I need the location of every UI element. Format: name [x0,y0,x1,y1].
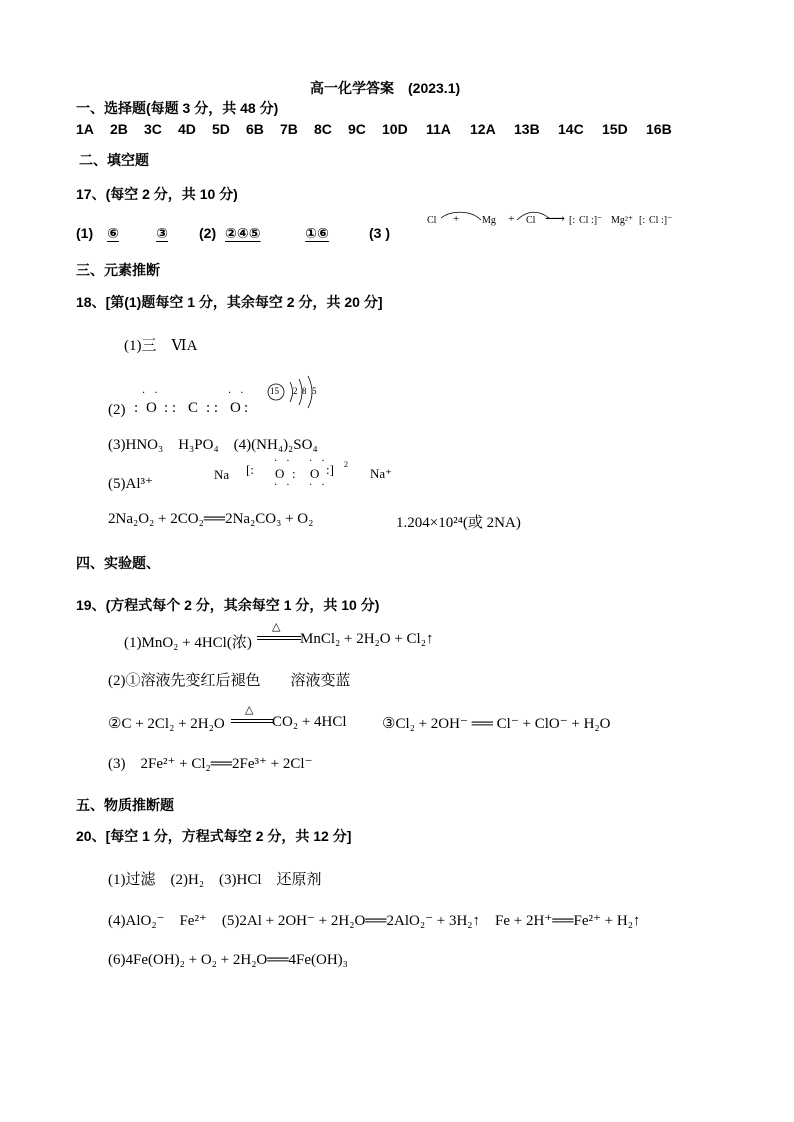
sodium-ion-symbol-1: Na [214,467,230,482]
nucleus-charge: 15 [270,386,279,396]
q18-line-3: (3)HNO₃ H₃PO₄ (4)(NH₄)₂SO₄ [108,437,318,453]
answer-item: 2B [110,121,128,137]
q19-eq2-products: CO₂ + 4HCl [272,714,347,730]
q17-answer-1: ⑥ [107,225,119,241]
q17-header: 17、(每空 2 分，共 10 分) [76,186,238,202]
q18-header: 18、[第(1)题每空 1 分，其余每空 2 分，共 20 分] [76,294,383,310]
q18-part2-label: (2) [108,402,126,418]
magnesium-ion-symbol: Mg²⁺ [611,215,634,226]
q17-answer-2: ③ [156,225,168,241]
q18-equation: 2Na₂O₂ + 2CO₂══2Na₂CO₃ + O₂ [108,511,314,527]
na2o2-electron-dot-formula: Na [: · · O : · · O :] 2 Na⁺ · · · · [214,456,393,491]
page-title: 高一化学答案 (2023.1) [310,80,461,96]
reaction-arrow-icon: ⟶ [545,212,566,227]
phosphorus-atom-structure-diagram [266,374,326,410]
q18-line-1: (1)三 ⅥA [124,338,198,354]
answer-row [76,121,690,137]
answer-item: 15D [602,121,628,137]
q17-answer-3: ②④⑤ [225,225,261,241]
section-2-heading: 二、填空题 [79,152,149,168]
q18-part5-label: (5)Al³⁺ [108,476,153,492]
q20-line-2: (4)AlO₂⁻ Fe²⁺ (5)2Al + 2OH⁻ + 2H₂O══2AlO₂⁻ + 3H₂↑ Fe + 2H⁺══Fe²⁺ + H₂↑ [108,913,641,929]
section-3-heading: 三、元素推断 [76,262,160,278]
co2-electron-dot-formula: · · : O : : C : : · · O : [134,388,249,416]
oxygen-symbol-2: O [230,400,241,416]
shell-1-count: 2 [293,386,298,396]
q19-eq4: (3) 2Fe²⁺ + Cl₂══2Fe³⁺ + 2Cl⁻ [108,756,313,772]
answer-item: 5D [212,121,230,137]
sodium-ion-symbol-2: Na⁺ [370,466,393,481]
shell-3-count: 5 [312,386,317,396]
q18-avogadro-answer: 1.204×10²⁴(或 2NA) [396,515,521,531]
answer-item: 9C [348,121,366,137]
heat-equals-sign [257,622,301,646]
answer-item: 7B [280,121,298,137]
section-5-heading: 五、物质推断题 [76,797,174,813]
chlorine-symbol-1: Cl [427,215,437,226]
q17-answer-4: ①⑥ [305,225,329,241]
answer-item: 4D [178,121,196,137]
q19-eq1-reactants: (1)MnO₂ + 4HCl(浓) [124,635,252,651]
chloride-symbol-2: Cl [649,215,659,226]
magnesium-symbol: Mg [482,215,496,226]
q20-header: 20、[每空 1 分，方程式每空 2 分，共 12 分] [76,828,352,844]
answer-item: 10D [382,121,408,137]
shell-2-count: 8 [302,386,307,396]
q19-line-2: (2)①溶液先变红后褪色 溶液变蓝 [108,673,351,689]
peroxide-oxygen-1: O [275,466,285,481]
answer-item: 1A [76,121,94,137]
answer-item: 13B [514,121,540,137]
answer-item: 16B [646,121,672,137]
q20-line-1: (1)过滤 (2)H₂ (3)HCl 还原剂 [108,872,322,888]
mgcl2-formation-diagram: Cl + Mg + Cl ⟶ [: Cl :]⁻ Mg²⁺ [: Cl :]⁻ [423,206,685,236]
oxygen-symbol-1: O [146,400,157,416]
q17-part2-label: (2) [199,225,217,241]
q17-part3-label: (3 ) [369,225,390,241]
q20-line-3: (6)4Fe(OH)₂ + O₂ + 2H₂O══4Fe(OH)₃ [108,952,348,968]
answer-item: 11A [426,121,451,137]
q19-header: 19、(方程式每个 2 分，其余每空 1 分，共 10 分) [76,597,380,613]
heat-delta-icon: △ [272,621,281,633]
chloride-symbol-1: Cl [579,215,589,226]
chlorine-symbol-2: Cl [526,215,536,226]
q19-eq1-products: MnCl₂ + 2H₂O + Cl₂↑ [300,631,434,647]
answer-item: 3C [144,121,162,137]
q19-eq3: ③Cl₂ + 2OH⁻ ══ Cl⁻ + ClO⁻ + H₂O [382,716,611,732]
carbon-symbol: C [188,400,199,416]
peroxide-oxygen-2: O [310,466,320,481]
answer-item: 12A [470,121,496,137]
heat-equals-sign-2 [231,705,273,729]
section-4-heading: 四、实验题、 [76,555,160,571]
heat-delta-icon-2: △ [245,704,254,716]
section-1-heading: 一、选择题(每题 3 分，共 48 分) [76,100,279,116]
answer-item: 6B [246,121,264,137]
q17-part1-label: (1) [76,225,94,241]
answer-item: 14C [558,121,584,137]
q19-eq2-reactants: ②C + 2Cl₂ + 2H₂O [108,716,225,732]
answer-item: 8C [314,121,332,137]
peroxide-charge: 2 [344,460,348,469]
